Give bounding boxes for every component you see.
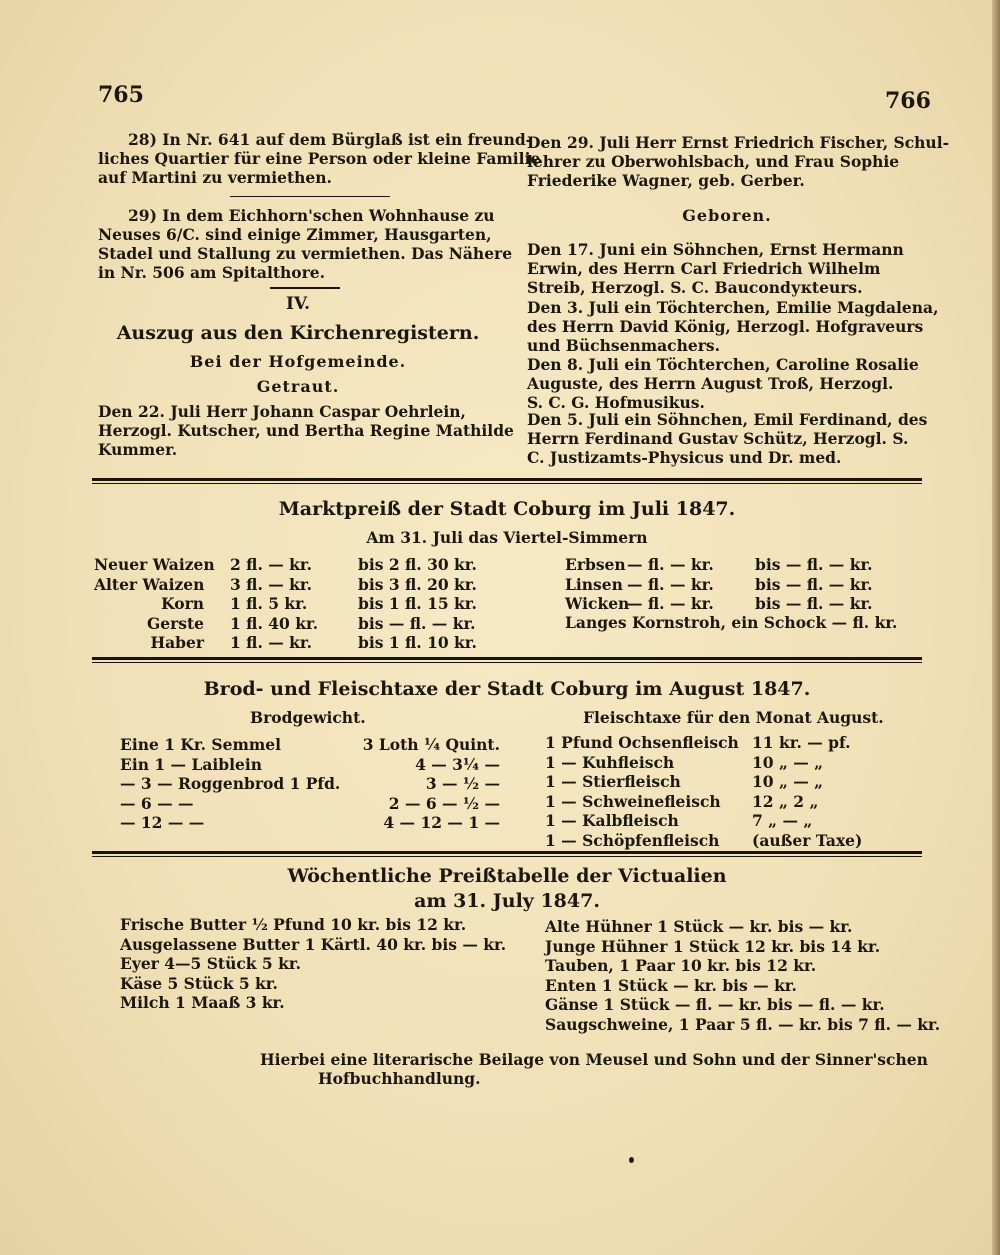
- meat-item: 1 — Schweinefleisch: [545, 791, 721, 811]
- victual-row: Käse 5 Stück 5 kr.: [120, 973, 278, 993]
- market-item: Korn: [161, 594, 204, 613]
- market-item: Erbsen: [565, 555, 626, 574]
- notice-29-line: Stadel und Stallung zu vermiethen. Das Nähere: [98, 244, 513, 263]
- footer-line: Hofbuchhandlung.: [318, 1069, 481, 1088]
- notice-29-line: in Nr. 506 am Spitalthore.: [98, 263, 326, 282]
- bread-weight: 2 — 6 — ½ —: [388, 793, 500, 813]
- market-price: 1 fl. 40 kr.: [230, 613, 319, 633]
- meat-item: 1 Pfund Ochsenfleisch: [545, 733, 739, 752]
- market-from-right: [627, 555, 714, 614]
- meat-item: 1 — Kalbfleisch: [545, 811, 679, 830]
- market-price: bis 2 fl. 30 kr.: [358, 555, 477, 574]
- married-entry-right: [527, 133, 950, 190]
- bread-weight: 4 — 3¼ —: [415, 754, 500, 774]
- meat-price: (außer Taxe): [752, 830, 863, 850]
- victual-row: Eyer 4—5 Stück 5 kr.: [120, 954, 301, 973]
- footer-note: [140, 1050, 930, 1088]
- market-to-right: [755, 555, 873, 614]
- victuals-date: am 31. July 1847.: [414, 890, 600, 912]
- market-straw: Langes Kornstroh, ein Schock — fl. kr.: [565, 613, 898, 632]
- entry-line: und Büchsenmachers.: [527, 336, 721, 355]
- bread-weights: [300, 735, 500, 833]
- victuals-right: [545, 917, 940, 1034]
- market-price: 3 fl. — kr.: [230, 574, 313, 594]
- double-rule: [92, 657, 922, 660]
- notice-28-line: 28) In Nr. 641 auf dem Bürglaß ist ein freund-: [128, 130, 533, 149]
- entry-line: Den 8. Juli ein Töchterchen, Caroline Rosalie: [527, 355, 919, 374]
- market-items-right: [565, 555, 629, 614]
- market-price: bis 1 fl. 15 kr.: [358, 594, 477, 613]
- victual-row: Gänse 1 Stück — fl. — kr. bis — fl. — kr.: [545, 995, 885, 1014]
- bread-weight-heading: Brodgewicht.: [250, 708, 366, 727]
- victual-row: Saugschweine, 1 Paar 5 fl. — kr. bis 7 fl. — kr.: [545, 1014, 941, 1034]
- bread-item: — 12 — —: [120, 813, 205, 832]
- bread-item: — 6 — —: [120, 793, 194, 813]
- market-item: Linsen: [565, 574, 623, 594]
- entry-line: Den 5. Juli ein Söhnchen, Emil Ferdinand, des: [527, 410, 928, 429]
- meat-price: 10 „ — „: [752, 752, 824, 772]
- meat-item: 1 — Schöpfenfleisch: [545, 830, 720, 850]
- victuals-left: [120, 915, 506, 1013]
- married-heading: Getraut.: [256, 377, 340, 396]
- victual-row: Enten 1 Stück — kr. bis — kr.: [545, 975, 797, 995]
- divider: [230, 196, 390, 197]
- market-to-left: [358, 555, 477, 653]
- notice-28-line: auf Martini zu vermiethen.: [98, 168, 332, 187]
- victual-row: Frische Butter ½ Pfund 10 kr. bis 12 kr.: [120, 915, 467, 934]
- double-rule: [92, 483, 922, 484]
- victual-row: Alte Hühner 1 Stück — kr. bis — kr.: [545, 917, 853, 936]
- meat-price: 10 „ — „: [752, 772, 824, 791]
- bread-item: Ein 1 — Laiblein: [120, 754, 263, 774]
- entry-line: Den 22. Juli Herr Johann Caspar Oehrlein,: [98, 402, 466, 421]
- notice-28-line: liches Quartier für eine Person oder kleine Familie: [98, 149, 541, 168]
- meat-item: 1 — Kuhfleisch: [545, 752, 675, 772]
- divider: [270, 287, 340, 289]
- bread-weight: 4 — 12 — 1 —: [383, 813, 500, 832]
- entry-line: Den 17. Juni ein Söhnchen, Ernst Hermann: [527, 240, 904, 259]
- market-item: Wicken: [565, 594, 630, 613]
- notice-28: [98, 130, 541, 187]
- bread-title: Brod- und Fleischtaxe der Stadt Coburg im August 1847.: [203, 678, 811, 700]
- meat-price: 7 „ — „: [752, 811, 813, 830]
- double-rule: [92, 478, 922, 481]
- born-entry: [527, 410, 927, 467]
- born-entry: [527, 298, 939, 355]
- bread-weight: 3 Loth ¼ Quint.: [362, 735, 500, 754]
- market-item: Gerste: [146, 613, 204, 633]
- market-price: bis 1 fl. 10 kr.: [358, 633, 477, 652]
- page-number-right: 766: [885, 88, 931, 114]
- market-items-left: [94, 555, 215, 653]
- notice-29: [98, 206, 513, 282]
- ink-dot: [629, 1157, 634, 1163]
- victual-row: Milch 1 Maaß 3 kr.: [120, 993, 285, 1012]
- entry-line: C. Justizamts-Physicus und Dr. med.: [527, 448, 842, 467]
- market-price: bis 3 fl. 20 kr.: [358, 574, 477, 594]
- meat-price: 11 kr. — pf.: [752, 733, 851, 752]
- double-rule: [92, 851, 922, 854]
- market-price: bis — fl. — kr.: [755, 594, 873, 613]
- bread-item: Eine 1 Kr. Semmel: [120, 735, 282, 754]
- market-price: — fl. — kr.: [627, 555, 714, 574]
- market-price: — fl. — kr.: [627, 594, 714, 613]
- notice-29-line: Neuses 6/C. sind einige Zimmer, Hausgarten,: [98, 225, 492, 244]
- market-title: Marktpreiß der Stadt Coburg im Juli 1847.: [278, 498, 736, 520]
- meat-heading: Fleischtaxe für den Monat August.: [583, 708, 884, 727]
- notice-29-line: 29) In dem Eichhorn'schen Wohnhause zu: [128, 206, 495, 225]
- meat-item: 1 — Stierfleisch: [545, 772, 681, 791]
- market-item: Neuer Waizen: [94, 555, 215, 574]
- entry-line: Den 3. Juli ein Töchterchen, Emilie Magdalena,: [527, 298, 939, 317]
- born-entry: [527, 240, 927, 297]
- market-price: — fl. — kr.: [627, 574, 714, 594]
- entry-line: Kummer.: [98, 440, 178, 459]
- entry-line: des Herrn David König, Herzogl. Hofgraveurs: [527, 317, 924, 336]
- market-price: 1 fl. — kr.: [230, 633, 313, 652]
- entry-line: Friederike Wagner, geb. Gerber.: [527, 171, 805, 190]
- market-price: bis — fl. — kr.: [755, 555, 873, 574]
- market-price: bis — fl. — kr.: [755, 574, 873, 594]
- bread-item: — 3 — Roggenbrod 1 Pfd.: [120, 774, 341, 793]
- page-edge: [992, 0, 1000, 1255]
- entry-line: Herzogl. Kutscher, und Bertha Regine Mathilde: [98, 421, 514, 440]
- section-number: IV.: [285, 294, 311, 314]
- entry-line: Herrn Ferdinand Gustav Schütz, Herzogl. S.: [527, 429, 909, 448]
- victual-row: Tauben, 1 Paar 10 kr. bis 12 kr.: [545, 956, 817, 975]
- meat-prices: [752, 733, 862, 850]
- born-entry: [527, 355, 927, 412]
- victuals-title: Wöchentliche Preißtabelle der Victualien: [287, 865, 727, 887]
- married-entry-left: [98, 402, 514, 459]
- entry-line: Erwin, des Herrn Carl Friedrich Wilhelm: [527, 259, 881, 278]
- double-rule: [92, 662, 922, 663]
- market-price: 1 fl. 5 kr.: [230, 594, 308, 613]
- meat-items: [545, 733, 739, 850]
- entry-line: Auguste, des Herrn August Troß, Herzogl.: [527, 374, 894, 393]
- double-rule: [92, 856, 922, 857]
- entry-line: Den 29. Juli Herr Ernst Friedrich Fischer, Schul-: [527, 133, 950, 152]
- footer-line: Hierbei eine literarische Beilage von Meusel und Sohn und der Sinner'schen: [260, 1050, 928, 1069]
- meat-price: 12 „ 2 „: [752, 791, 819, 811]
- section-title: Auszug aus den Kirchenregistern.: [116, 322, 480, 344]
- market-price: 2 fl. — kr.: [230, 555, 313, 574]
- entry-line: S. C. G. Hofmusikus.: [527, 393, 705, 412]
- market-price: bis — fl. — kr.: [358, 613, 476, 633]
- entry-line: lehrer zu Oberwohlsbach, und Frau Sophie: [527, 152, 900, 171]
- market-from-left: [230, 555, 318, 653]
- victual-row: Ausgelassene Butter 1 Kärtl. 40 kr. bis — kr.: [120, 934, 507, 954]
- market-subtitle: Am 31. Juli das Viertel-Simmern: [366, 528, 648, 547]
- bread-weight: 3 — ½ —: [425, 774, 500, 793]
- victual-row: Junge Hühner 1 Stück 12 kr. bis 14 kr.: [545, 936, 881, 956]
- born-heading: Geboren.: [682, 206, 772, 225]
- parish-heading: Bei der Hofgemeinde.: [189, 352, 407, 371]
- entry-line: Streib, Herzogl. S. C. Baucondукteurs.: [527, 278, 863, 297]
- market-item: Haber: [150, 633, 204, 652]
- market-item: Alter Waizen: [94, 574, 205, 594]
- page-number-left: 765: [98, 82, 144, 108]
